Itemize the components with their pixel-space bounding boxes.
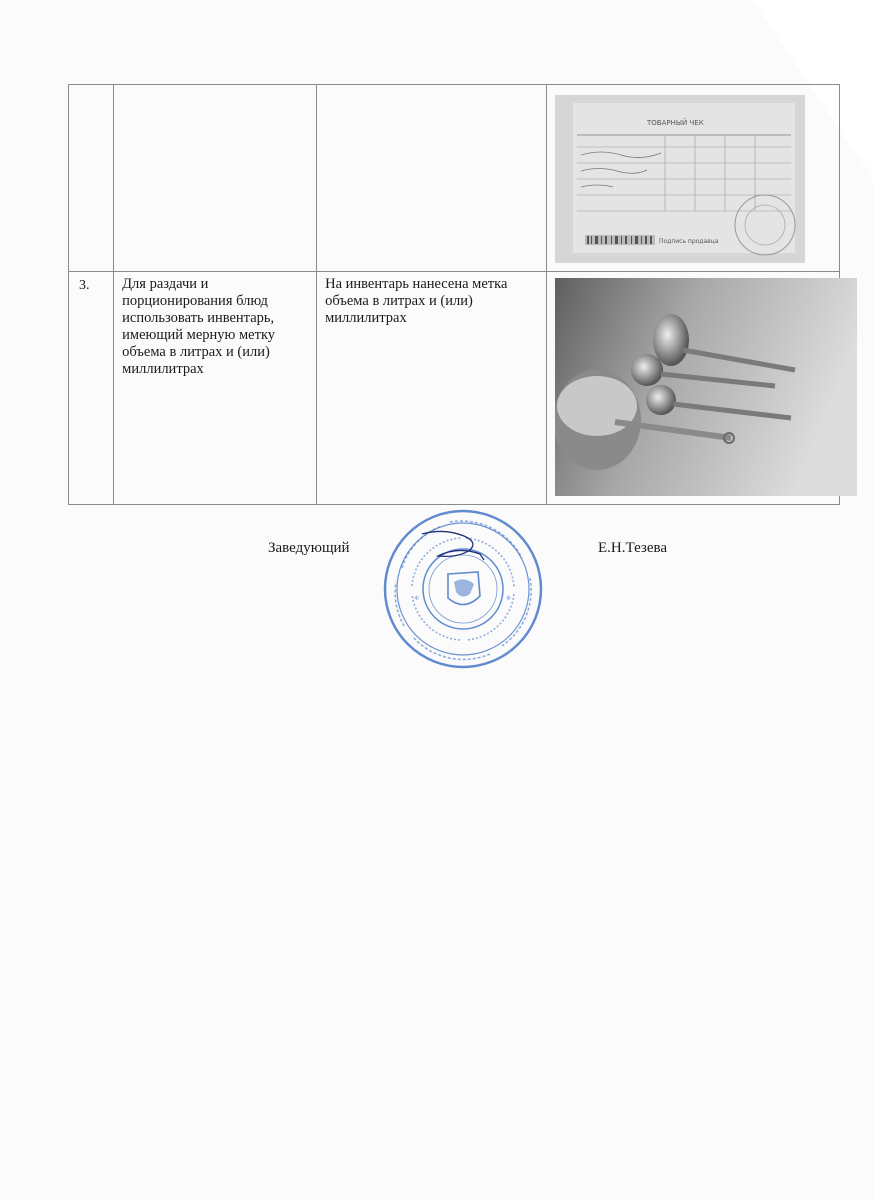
inspection-table (68, 84, 840, 505)
svg-text:✻: ✻ (506, 595, 512, 602)
cell-number (69, 85, 114, 272)
receipt-seller-label: Подпись продавца (658, 238, 719, 245)
handwritten-signature-icon (418, 526, 488, 566)
signatory-name: Е.Н.Тезева (598, 540, 668, 556)
svg-text:✻: ✻ (414, 595, 420, 602)
cell-photo (546, 272, 839, 505)
signature-label: Заведующий (268, 540, 350, 556)
cell-evidence (546, 85, 839, 272)
cell-result (317, 85, 547, 272)
row-number: 3. (69, 272, 114, 505)
cell-requirement (114, 85, 317, 272)
table-row (69, 272, 840, 505)
receipt-title: ТОВАРНЫЙ ЧЕК (646, 119, 704, 127)
receipt-photo (555, 95, 805, 263)
table-row (69, 85, 840, 272)
result-text: На инвентарь нанесена метка объема в литрах и (или) миллилитрах (317, 272, 547, 505)
ladles-photo (555, 278, 857, 496)
requirement-text: Для раздачи и порционирования блюд использовать инвентарь, имеющий мерную метку объема в литрах и (или) миллилитрах (114, 272, 317, 505)
